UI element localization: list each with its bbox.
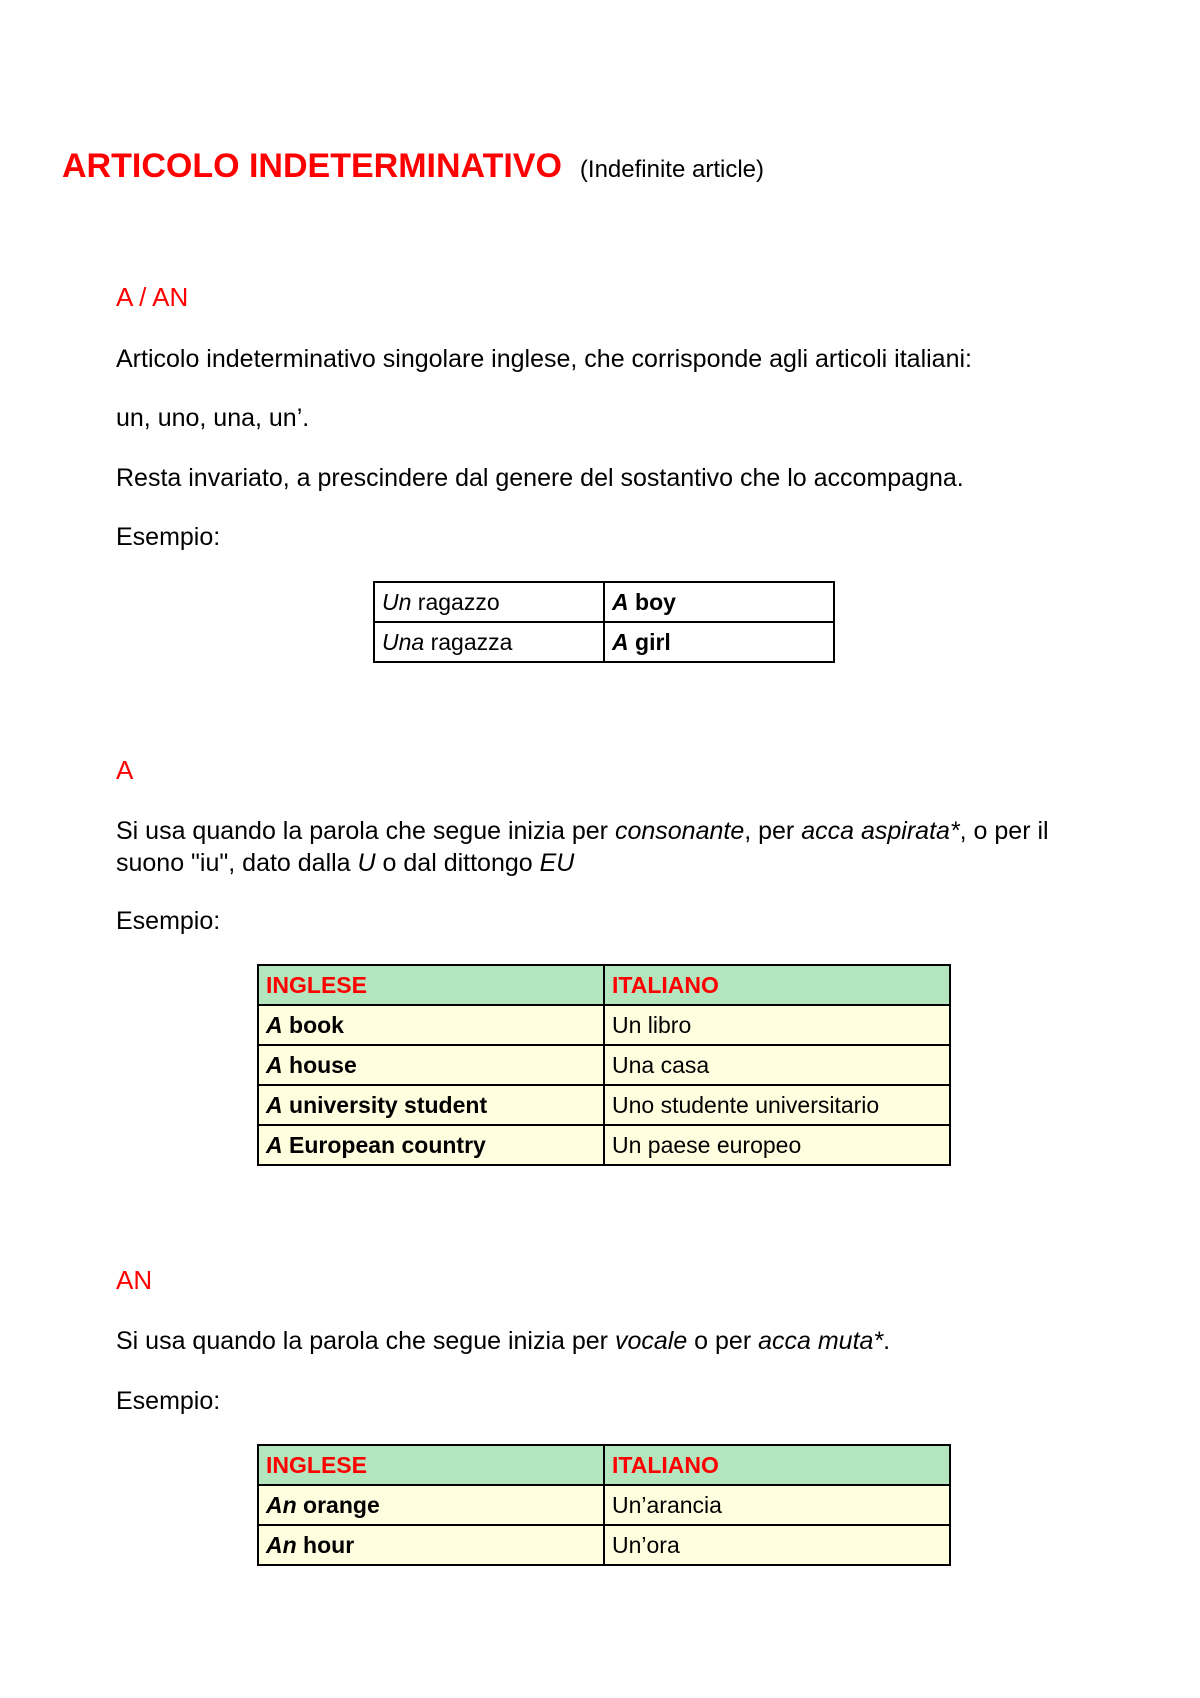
paragraph-a-usage: Si usa quando la parola che segue inizia per consonante, per acca aspirata*, o per il suono "iu", dato dalla U o dal dittongo EU (116, 817, 1049, 877)
table-cell: Un’arancia (604, 1485, 950, 1525)
table-row (258, 1085, 950, 1125)
table-cell: Un paese europeo (604, 1125, 950, 1165)
table-cell: An hour (258, 1525, 604, 1565)
table-cell: An orange (258, 1485, 604, 1525)
table-header-row (258, 965, 950, 1005)
paragraph-articles: un, uno, una, un’. (116, 404, 310, 432)
a-examples-table (257, 964, 951, 1166)
table-cell: Un’ora (604, 1525, 950, 1565)
table-row (374, 582, 834, 622)
example-label: Esempio: (116, 523, 221, 551)
table-cell: Uno studente universitario (604, 1085, 950, 1125)
heading-a: A (116, 755, 134, 785)
an-examples-table (257, 1444, 951, 1566)
paragraph-definition: Articolo indeterminativo singolare inglese, che corrisponde agli articoli italiani: (116, 345, 972, 373)
heading-a-an: A / AN (116, 282, 189, 312)
table-row (258, 1525, 950, 1565)
title-sub: (Indefinite article) (579, 156, 764, 183)
gender-example-table (373, 581, 835, 663)
table-cell: A university student (258, 1085, 604, 1125)
table-cell: A girl (604, 622, 834, 662)
table-cell: A boy (604, 582, 834, 622)
table-cell: Una casa (604, 1045, 950, 1085)
table-cell: A house (258, 1045, 604, 1085)
header-cell: ITALIANO (604, 1445, 950, 1485)
table-cell: Un libro (604, 1005, 950, 1045)
table-cell: A book (258, 1005, 604, 1045)
example-label: Esempio: (116, 907, 221, 935)
header-cell: INGLESE (258, 1445, 604, 1485)
table-row (258, 1125, 950, 1165)
heading-an: AN (116, 1265, 153, 1295)
paragraph-invariant: Resta invariato, a prescindere dal genere del sostantivo che lo accompagna. (116, 464, 964, 492)
table-row (374, 622, 834, 662)
example-label: Esempio: (116, 1387, 221, 1415)
table-row (258, 1005, 950, 1045)
title-main: ARTICOLO INDETERMINATIVO (62, 147, 562, 185)
table-cell: Un ragazzo (374, 582, 604, 622)
table-cell: A European country (258, 1125, 604, 1165)
page-title (62, 147, 764, 186)
header-cell: ITALIANO (604, 965, 950, 1005)
paragraph-an-usage: Si usa quando la parola che segue inizia per vocale o per acca muta*. (116, 1327, 891, 1355)
table-row (258, 1485, 950, 1525)
table-cell: Una ragazza (374, 622, 604, 662)
table-row (258, 1045, 950, 1085)
table-header-row (258, 1445, 950, 1485)
header-cell: INGLESE (258, 965, 604, 1005)
